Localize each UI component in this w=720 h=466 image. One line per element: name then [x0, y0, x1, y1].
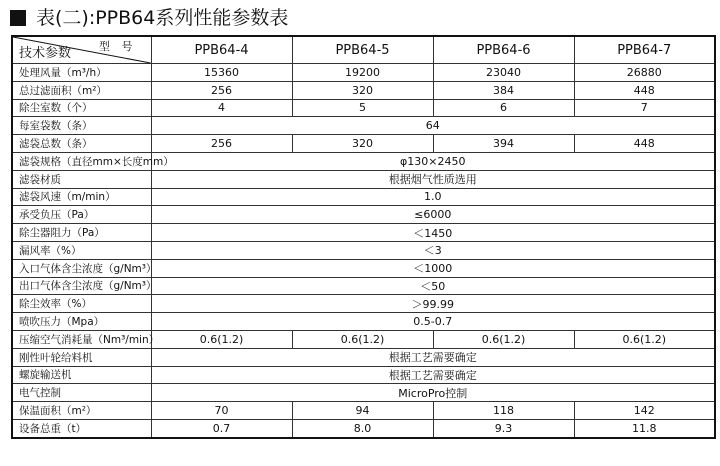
cell-value: 6	[433, 99, 574, 117]
corner-cell	[12, 36, 151, 64]
cell-value-merged: 根据工艺需要确定	[151, 366, 715, 384]
page-title	[10, 6, 288, 30]
cell-value: 448	[574, 81, 715, 99]
row-label: 设备总重（t）	[12, 419, 151, 437]
cell-value: 9.3	[433, 419, 574, 437]
row-label: 滤袋风速（m/min）	[12, 188, 151, 206]
row-label: 除尘器阻力（Pa）	[12, 224, 151, 242]
cell-value: 256	[151, 135, 292, 153]
cell-value: 94	[292, 402, 433, 420]
table-row	[12, 224, 715, 242]
row-label: 除尘效率（%）	[12, 295, 151, 313]
cell-value: 0.6(1.2)	[433, 330, 574, 348]
row-label: 喷吹压力（Mpa）	[12, 313, 151, 331]
row-label: 漏风率（%）	[12, 241, 151, 259]
cell-value: 15360	[151, 64, 292, 82]
cell-value-merged: ＜1450	[151, 224, 715, 242]
row-label: 螺旋输送机	[12, 366, 151, 384]
cell-value: 4	[151, 99, 292, 117]
cell-value: 26880	[574, 64, 715, 82]
table-row	[12, 259, 715, 277]
row-label: 出口气体含尘浓度（g/Nm³）	[12, 277, 151, 295]
cell-value-merged: ＞99.99	[151, 295, 715, 313]
row-label: 保温面积（m²）	[12, 402, 151, 420]
row-label: 除尘室数（个）	[12, 99, 151, 117]
cell-value-merged: MicroPro控制	[151, 384, 715, 402]
cell-value: 70	[151, 402, 292, 420]
table-row	[12, 348, 715, 366]
table-row	[12, 170, 715, 188]
table-row	[12, 81, 715, 99]
table-row	[12, 99, 715, 117]
row-label: 滤袋规格（直径mm×长度mm）	[12, 152, 151, 170]
model-column-header: PPB64-5	[292, 36, 433, 64]
cell-value: 0.6(1.2)	[574, 330, 715, 348]
cell-value-merged: 根据烟气性质选用	[151, 170, 715, 188]
table-row	[12, 188, 715, 206]
cell-value: 256	[151, 81, 292, 99]
cell-value: 320	[292, 81, 433, 99]
table-row	[12, 366, 715, 384]
cell-value: 8.0	[292, 419, 433, 437]
cell-value: 384	[433, 81, 574, 99]
table-row	[12, 64, 715, 82]
cell-value: 7	[574, 99, 715, 117]
row-label: 刚性叶轮给料机	[12, 348, 151, 366]
table-row	[12, 419, 715, 437]
model-column-header: PPB64-4	[151, 36, 292, 64]
cell-value-merged: φ130×2450	[151, 152, 715, 170]
cell-value-merged: ≤6000	[151, 206, 715, 224]
model-header: 型 号	[99, 40, 137, 53]
table-row	[12, 152, 715, 170]
cell-value: 320	[292, 135, 433, 153]
table-row	[12, 330, 715, 348]
parameter-table	[11, 35, 716, 439]
row-label: 入口气体含尘浓度（g/Nm³）	[12, 259, 151, 277]
row-label: 每室袋数（条）	[12, 117, 151, 135]
cell-value: 118	[433, 402, 574, 420]
table-row	[12, 241, 715, 259]
cell-value: 23040	[433, 64, 574, 82]
parameter-header: 技术参数	[19, 46, 72, 61]
cell-value-merged: 64	[151, 117, 715, 135]
row-label: 处理风量（m³/h）	[12, 64, 151, 82]
row-label: 总过滤面积（m²）	[12, 81, 151, 99]
table-row	[12, 295, 715, 313]
cell-value-merged: 0.5-0.7	[151, 313, 715, 331]
table-row	[12, 402, 715, 420]
row-label: 电气控制	[12, 384, 151, 402]
square-bullet-icon	[10, 10, 26, 26]
model-column-header: PPB64-6	[433, 36, 574, 64]
row-label: 滤袋材质	[12, 170, 151, 188]
row-label: 压缩空气消耗量（Nm³/min）	[12, 330, 151, 348]
cell-value-merged: 根据工艺需要确定	[151, 348, 715, 366]
cell-value: 0.6(1.2)	[292, 330, 433, 348]
table-row	[12, 206, 715, 224]
table-row	[12, 313, 715, 331]
row-label: 滤袋总数（条）	[12, 135, 151, 153]
cell-value-merged: ＜50	[151, 277, 715, 295]
cell-value: 19200	[292, 64, 433, 82]
cell-value: 0.6(1.2)	[151, 330, 292, 348]
table-row	[12, 117, 715, 135]
cell-value: 0.7	[151, 419, 292, 437]
cell-value: 5	[292, 99, 433, 117]
header-row	[12, 36, 715, 64]
cell-value-merged: ＜1000	[151, 259, 715, 277]
cell-value-merged: 1.0	[151, 188, 715, 206]
row-label: 承受负压（Pa）	[12, 206, 151, 224]
table-row	[12, 135, 715, 153]
title-text: 表(二):PPB64系列性能参数表	[36, 7, 289, 29]
table-row	[12, 277, 715, 295]
cell-value: 448	[574, 135, 715, 153]
cell-value: 11.8	[574, 419, 715, 437]
cell-value: 394	[433, 135, 574, 153]
table-row	[12, 384, 715, 402]
cell-value: 142	[574, 402, 715, 420]
model-column-header: PPB64-7	[574, 36, 715, 64]
cell-value-merged: ＜3	[151, 241, 715, 259]
